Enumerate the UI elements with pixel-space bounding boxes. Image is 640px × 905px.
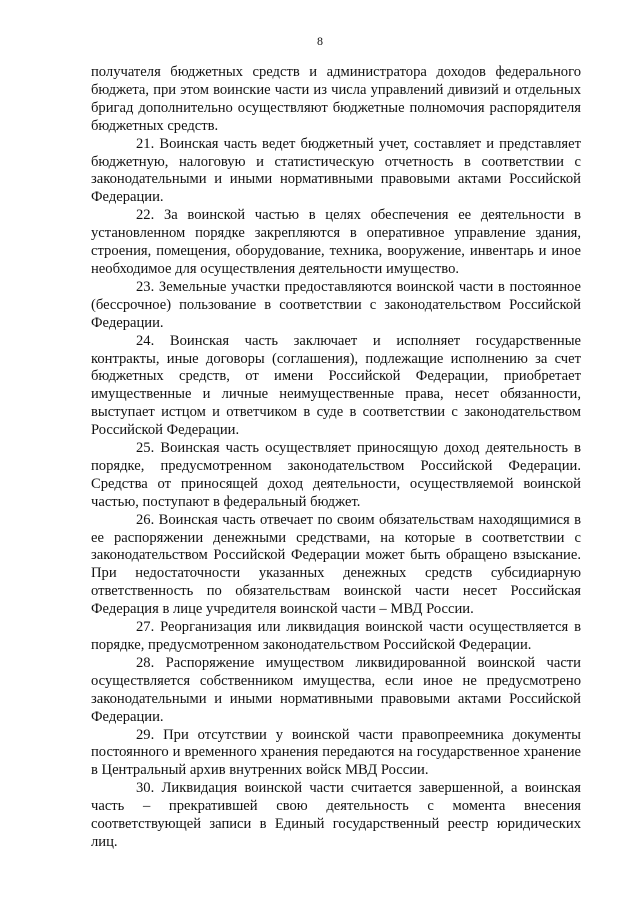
paragraph-28: 28. Распоряжение имуществом ликвидированной воинской части осуществляется собственником имущества, если иное не предусмотрено законодательными и иными нормативными правовыми актами Российской Федерации. <box>91 654 581 725</box>
paragraph-22: 22. За воинской частью в целях обеспечения ее деятельности в установленном порядке закрепляются в оперативное управление здания, строения, помещения, оборудование, техника, вооружение, инвентарь и иное необходимое для осуществления деятельности имущество. <box>91 207 581 277</box>
paragraph-26: 26. Воинская часть отвечает по своим обязательствам находящимися в ее распоряжении денежными средствами, на которые в соответствии с законодательством Российской Федерации может быть обращено взыскание. При недостаточности указанных денежных средств субсидиарную ответственность по обязательствам воинской части несет Российская Федерация в лице учредителя воинской части – МВД России. <box>91 511 581 618</box>
paragraph-21: 21. Воинская часть ведет бюджетный учет, составляет и представляет бюджетную, налоговую и статистическую отчетность в соответствии с законодательными и иными нормативными правовыми актами Российской Федерации. <box>91 135 581 206</box>
paragraph-29: 29. При отсутствии у воинской части правопреемника документы постоянного и временного хранения передаются на государственное хранение в Центральный архив внутренних войск МВД России. <box>91 726 581 779</box>
paragraph-30: 30. Ликвидация воинской части считается завершенной, а воинская часть – прекратившей свою деятельность с момента внесения соответствующей записи в Единый государственный реестр юридических лиц. <box>91 780 581 850</box>
paragraph-continuation: получателя бюджетных средств и администратора доходов федерального бюджета, при этом воинские части из числа управлений дивизий и отдельных бригад дополнительно осуществляют бюджетные полномочия распорядителя бюджетных средств. <box>91 64 581 134</box>
page-number: 8 <box>317 34 323 48</box>
paragraph-24: 24. Воинская часть заключает и исполняет государственные контракты, иные договоры (соглашения), подлежащие исполнению за счет бюджетных средств, от имени Российской Федерации, приобретает имущественные и личные неимущественные права, несет обязанности, выступает истцом и ответчиком в суде в соответствии с законодательством Российской Федерации. <box>91 332 581 439</box>
paragraph-27: 27. Реорганизация или ликвидация воинской части осуществляется в порядке, предусмотренном законодательством Российской Федерации. <box>91 619 581 653</box>
paragraph-25: 25. Воинская часть осуществляет приносящую доход деятельность в порядке, предусмотренном законодательством Российской Федерации. Средства от приносящей доход деятельности, осуществляемой воинской частью, поступают в федеральный бюджет. <box>91 440 581 510</box>
paragraph-23: 23. Земельные участки предоставляются воинской части в постоянное (бессрочное) пользование в соответствии с законодательством Российской Федерации. <box>91 278 581 331</box>
document-body <box>91 64 581 852</box>
